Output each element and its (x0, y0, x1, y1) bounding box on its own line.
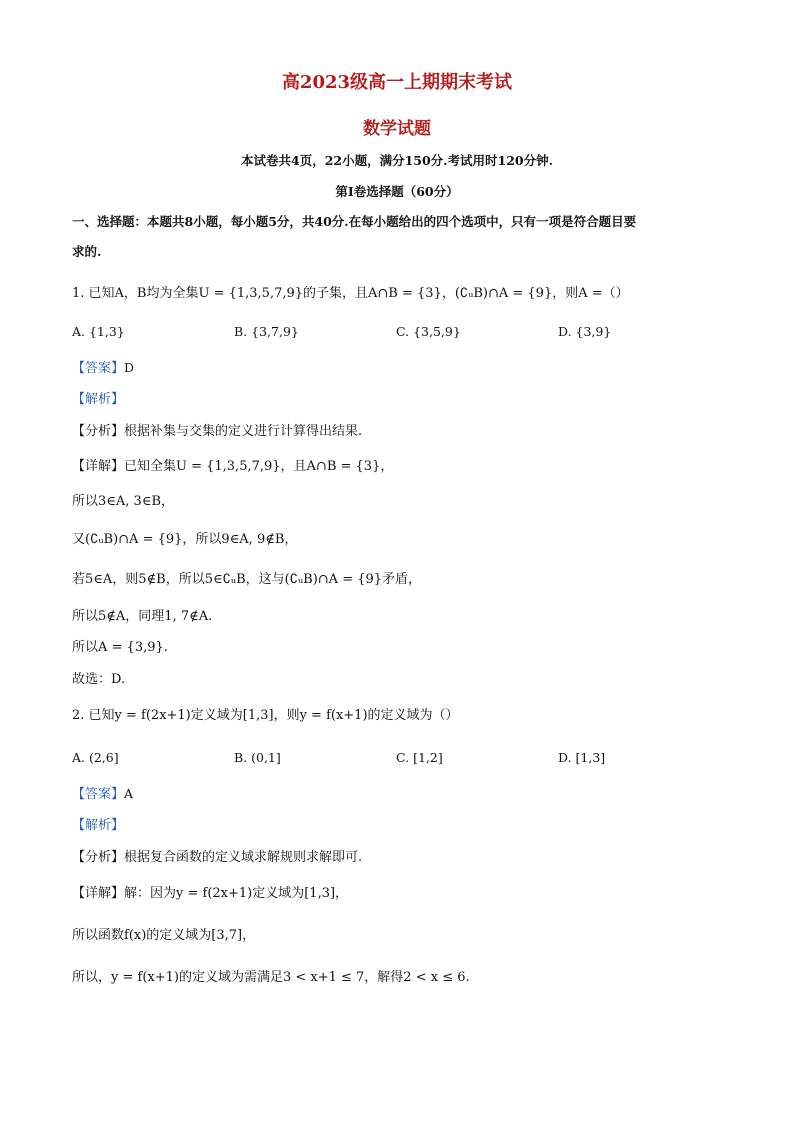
question-1-stem: 1. 已知A，B均为全集U = {1,3,5,7,9}的子集，且A∩B = {3}，(∁ᵤB)∩A = {9}，则A =（） (72, 286, 629, 301)
q1-fenxi: 【分析】根据补集与交集的定义进行计算得出结果. (72, 424, 363, 439)
part1-heading-line1: 一、选择题：本题共8小题，每小题5分，共40分.在每小题给出的四个选项中，只有一项是符合题目要 (72, 214, 637, 229)
exam-instructions: 本试卷共4页，22小题，满分150分.考试用时120分钟. (241, 153, 553, 168)
q1-detail-line-1: 【详解】已知全集U = {1,3,5,7,9}，且A∩B = {3}， (72, 459, 394, 474)
q1-analysis-label: 【解析】 (72, 392, 125, 407)
question-2-stem: 2. 已知y = f(2x+1)定义域为[1,3]，则y = f(x+1)的定义域为（） (72, 708, 459, 723)
q2-detail-line-3: 所以，y = f(x+1)的定义域为需满足3 < x+1 ≤ 7，解得2 < x ≤ 6. (72, 970, 470, 985)
q2-option-d: D. [1,3] (558, 750, 606, 765)
q1-option-c: C. {3,5,9} (396, 324, 461, 339)
q2-answer-row (72, 784, 734, 805)
part1-heading-line2: 求的. (72, 244, 102, 259)
q2-option-c: C. [1,2] (396, 750, 443, 765)
q2-option-b: B. (0,1] (234, 750, 281, 765)
answer-label: 【答案】 (72, 787, 125, 802)
q1-option-a: A. {1,3} (72, 324, 125, 339)
q2-analysis-label: 【解析】 (72, 818, 125, 833)
q2-detail-line-1: 【详解】解：因为y = f(2x+1)定义域为[1,3]， (72, 886, 349, 901)
answer-value: A (124, 786, 134, 801)
answer-value: D (124, 360, 135, 375)
q1-detail-line-4: 若5∈A，则5∉B，所以5∈∁ᵤB，这与(∁ᵤB)∩A = {9}矛盾， (72, 572, 422, 587)
section-title: 第I卷选择题（60分） (335, 184, 459, 199)
exam-title: 高2023级高一上期期末考试 (281, 72, 513, 93)
answer-label: 【答案】 (72, 361, 125, 376)
q1-detail-line-6: 所以A = {3,9}. (72, 640, 168, 655)
q1-answer-row (72, 358, 734, 379)
q1-detail-line-5: 所以5∉A，同理1, 7∉A. (72, 609, 213, 624)
q1-detail-line-2: 所以3∈A, 3∈B， (72, 494, 174, 509)
q1-detail-line-7: 故选：D. (72, 672, 126, 687)
q1-detail-line-3: 又(∁ᵤB)∩A = {9}，所以9∈A, 9∉B， (72, 532, 298, 547)
q2-fenxi: 【分析】根据复合函数的定义域求解规则求解即可. (72, 850, 363, 865)
q1-option-b: B. {3,7,9} (234, 324, 299, 339)
q1-option-d: D. {3,9} (558, 324, 612, 339)
subject-title: 数学试题 (363, 119, 431, 139)
q2-option-a: A. (2,6] (72, 750, 119, 765)
q2-detail-line-2: 所以函数f(x)的定义域为[3,7]， (72, 928, 256, 943)
